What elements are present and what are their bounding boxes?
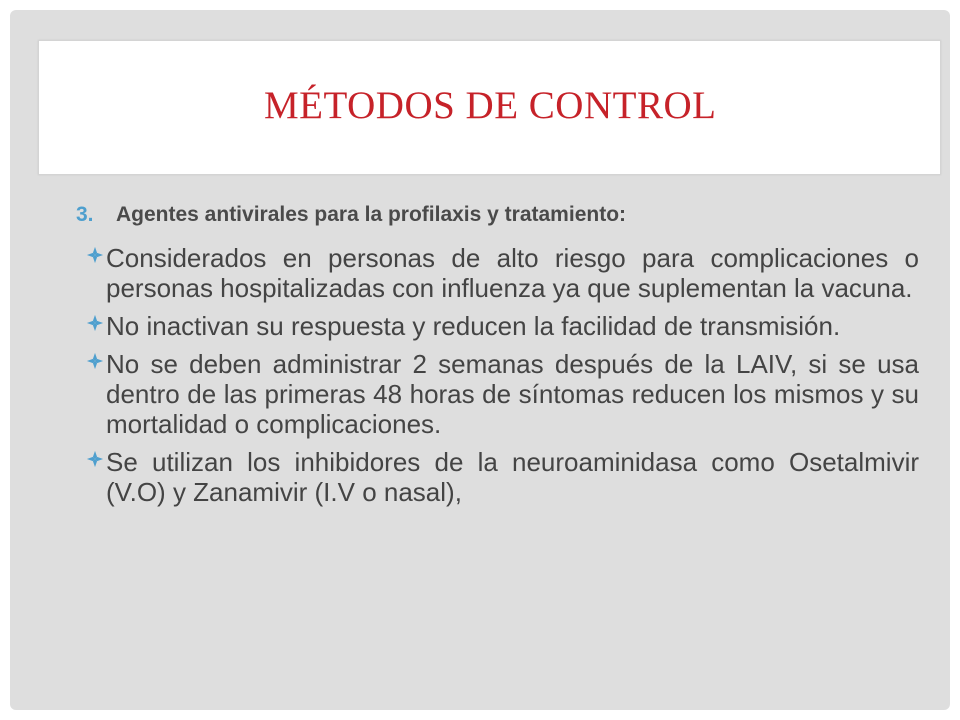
four-petal-diamond-icon [86,314,104,332]
bullet-text: Se utilizan los inhibidores de la neuroaminidasa como Osetalmivir (V.O) y Zanamivir (I.V o nasal), [106,447,919,507]
bullet-item [86,447,919,507]
title-box [38,40,941,175]
section-heading-text: Agentes antivirales para la profilaxis y tratamiento: [116,203,627,226]
bullet-text: No inactivan su respuesta y reducen la facilidad de transmisión. [106,311,841,341]
four-petal-diamond-icon [86,352,104,370]
slide [10,10,950,710]
four-petal-diamond-icon [86,450,104,468]
slide-title: MÉTODOS DE CONTROL [264,84,717,127]
bullet-list [86,243,919,515]
section-number: 3. [76,203,94,226]
section-heading [76,203,626,227]
bullet-text: Considerados en personas de alto riesgo para complicaciones o personas hospitalizadas con influenza ya que suplementan la vacuna. [106,243,919,303]
bullet-text: No se deben administrar 2 semanas después de la LAIV, si se usa dentro de las primeras 48 horas de síntomas reducen los mismos y su mortalidad o complicaciones. [106,349,919,439]
bullet-item [86,311,919,341]
bullet-item [86,349,919,439]
four-petal-diamond-icon [86,246,104,264]
bullet-item [86,243,919,303]
